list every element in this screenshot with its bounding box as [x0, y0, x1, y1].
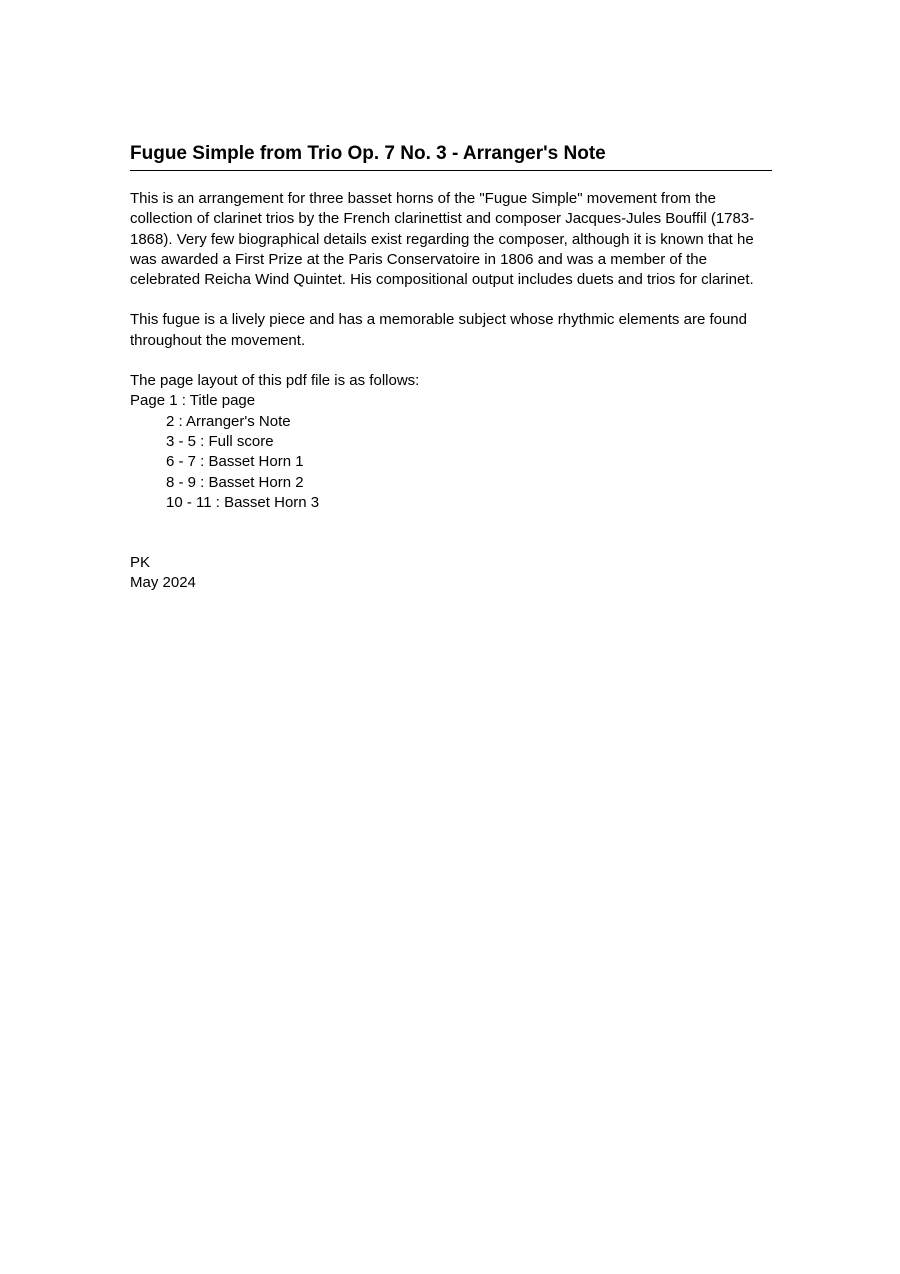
layout-item-basset-horn-3: 10 - 11 : Basset Horn 3: [166, 493, 320, 511]
layout-item-basset-horn-2: 8 - 9 : Basset Horn 2: [166, 473, 304, 491]
page-layout-list: [130, 391, 772, 513]
layout-item-full-score: 3 - 5 : Full score: [166, 432, 274, 450]
layout-item-basset-horn-1: 6 - 7 : Basset Horn 1: [166, 453, 304, 471]
layout-item-title-page: Page 1 : Title page: [130, 392, 256, 410]
intro-paragraph: This is an arrangement for three basset horns of the "Fugue Simple" movement from the collection of clarinet trios by the French clarinettist and composer Jacques-Jules Bouffil (1783-1868). Very few biographical details exist regarding the composer, although it is known that he was awarded a First Prize at the Paris Conservatoire in 1806 and was a member of the celebrated Reicha Wind Quintet. His compositional output includes duets and trios for clarinet.: [130, 190, 755, 289]
document-page: [130, 141, 772, 594]
signature-block: [130, 553, 772, 594]
signature-date: May 2024: [130, 574, 196, 592]
layout-item-arrangers-note: 2 : Arranger's Note: [166, 412, 291, 430]
author-initials: PK: [130, 554, 151, 572]
document-title: Fugue Simple from Trio Op. 7 No. 3 - Arranger's Note: [130, 141, 772, 171]
layout-intro: The page layout of this pdf file is as follows:: [130, 372, 420, 390]
fugue-paragraph: This fugue is a lively piece and has a memorable subject whose rhythmic elements are found throughout the movement.: [130, 311, 747, 349]
